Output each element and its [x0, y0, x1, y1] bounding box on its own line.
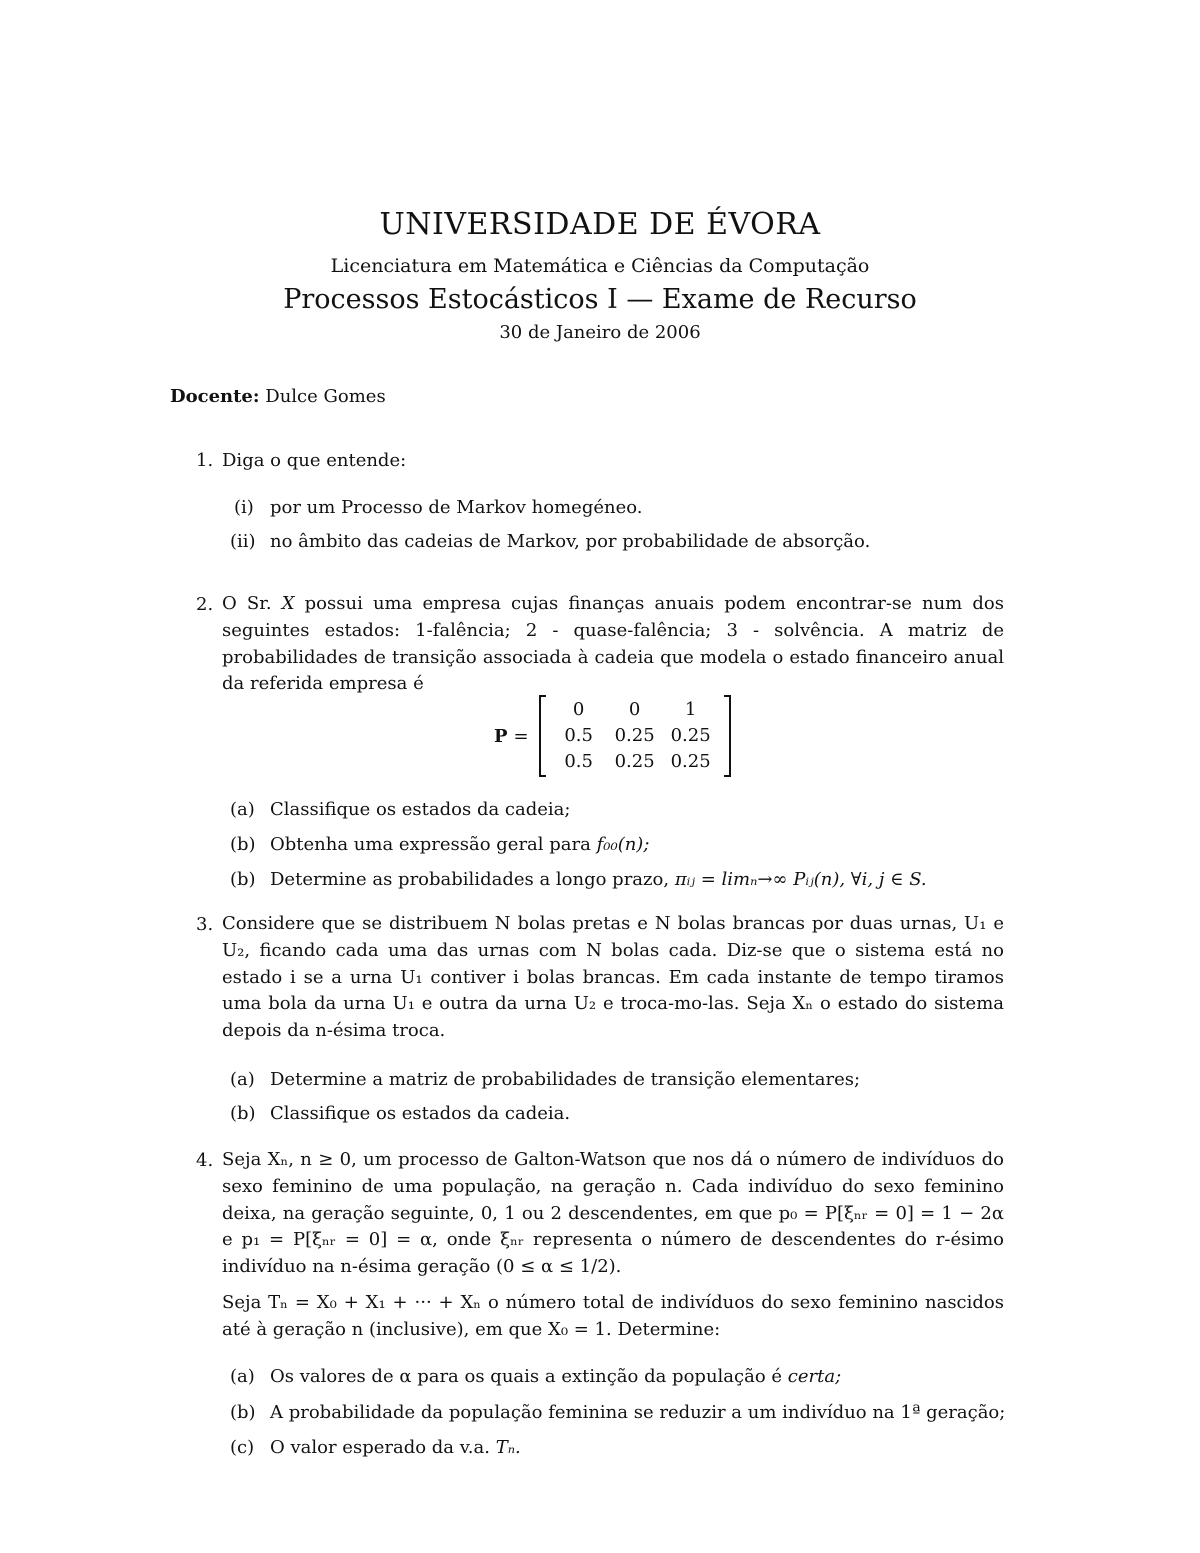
item-text: Classifique os estados da cadeia; — [270, 799, 571, 820]
item-label: (b) — [230, 869, 256, 890]
matrix-cell: 1 — [684, 699, 697, 720]
q2-item-b2 — [230, 866, 927, 893]
item-text: Determine a matriz de probabilidades de transição elementares; — [270, 1069, 861, 1090]
matrix-cell: 0 — [572, 699, 585, 720]
q4-item-b — [230, 1399, 1005, 1426]
university-title: UNIVERSIDADE DE ÉVORA — [379, 207, 821, 242]
docente-line — [170, 383, 386, 410]
item-text: Determine as probabilidades a longo prazo, — [270, 869, 670, 890]
matrix-cell: 0 — [628, 699, 641, 720]
item-emphasis: certa; — [787, 1366, 842, 1387]
q1-text: Diga o que entende: — [222, 450, 407, 471]
item-label: (i) — [234, 497, 254, 518]
q2-text-b: possui uma empresa cujas finanças anuais podem encontrar-se num dos seguintes estados: 1-falência; 2 - quase-falência; 3 - solvência. A matriz de probabilidades de transição associada à cadeia que modela o estado financeiro anual da referida empresa é — [222, 593, 1004, 695]
matrix-cell: 0.25 — [614, 751, 655, 772]
transition-matrix — [494, 694, 731, 778]
item-label: (a) — [230, 1366, 255, 1387]
matrix-label: P — [494, 725, 508, 747]
item-label: (a) — [230, 799, 255, 820]
item-label: (b) — [230, 834, 256, 855]
item-label: (ii) — [230, 531, 256, 552]
exam-date: 30 de Janeiro de 2006 — [499, 322, 701, 343]
q2-text — [222, 591, 1004, 698]
q1-item-ii — [230, 528, 870, 555]
q2-var-x: X — [281, 593, 295, 614]
q3-text: Considere que se distribuem N bolas pretas e N bolas brancas por duas urnas, U₁ e U₂, ficando cada uma das urnas com N bolas cada. Diz-se que o sistema está no estado i se a urna U₁ contiver i bolas brancas. Em cada instante de tempo tiramos uma bola da urna U₁ e outra da urna U₂ e troca-mo-las. Seja Xₙ o estado do sistema depois da n-ésima troca. — [222, 913, 1004, 1042]
matrix-cell: 0.25 — [614, 725, 655, 746]
item-text: O valor esperado da v.a. — [270, 1437, 490, 1458]
docente-name: Dulce Gomes — [265, 386, 386, 407]
item-label: (a) — [230, 1069, 255, 1090]
item-text: A probabilidade da população feminina se reduzir a um indivíduo na 1ª geração; — [270, 1402, 1006, 1423]
item-math: πᵢⱼ = limₙ→∞ Pᵢⱼ(n), ∀i, j ∈ S. — [674, 869, 927, 890]
q2-number: 2. — [196, 594, 214, 615]
q4-number: 4. — [196, 1150, 214, 1171]
q2-item-a — [230, 796, 570, 823]
matrix-equals: = — [513, 725, 529, 747]
q3-item-b — [230, 1100, 570, 1127]
matrix-body — [539, 697, 731, 775]
q4-text2: Seja Tₙ = X₀ + X₁ + ··· + Xₙ o número total de indivíduos do sexo feminino nascidos até à geração n (inclusive), em que X₀ = 1. Determine: — [222, 1292, 1004, 1340]
q4-text: Seja Xₙ, n ≥ 0, um processo de Galton-Watson que nos dá o número de indivíduos do sexo feminino de uma população, na geração n. Cada indivíduo do sexo feminino deixa, na geração seguinte, 0, 1 ou 2 descendentes, em que p₀ = P[ξₙᵣ = 0] = 1 − 2α e p₁ = P[ξₙᵣ = 0] = α, onde ξₙᵣ representa o número de descendentes do r-ésimo indivíduo na n-ésima geração (0 ≤ α ≤ 1/2). — [222, 1149, 1004, 1278]
item-label: (b) — [230, 1402, 256, 1423]
q1-number: 1. — [196, 450, 214, 471]
item-text: no âmbito das cadeias de Markov, por probabilidade de absorção. — [270, 531, 871, 552]
item-text: Os valores de α para os quais a extinção da população é — [270, 1366, 783, 1387]
item-text: Obtenha uma expressão geral para — [270, 834, 591, 855]
item-text: Classifique os estados da cadeia. — [270, 1103, 571, 1124]
item-math: f₀₀(n); — [596, 834, 650, 855]
q4-item-a — [230, 1363, 841, 1390]
item-label: (c) — [230, 1437, 255, 1458]
item-math: Tₙ. — [495, 1437, 521, 1458]
degree-subtitle: Licenciatura em Matemática e Ciências da Computação — [330, 255, 870, 277]
item-text: por um Processo de Markov homegéneo. — [270, 497, 643, 518]
q2-item-b — [230, 831, 649, 858]
item-label: (b) — [230, 1103, 256, 1124]
matrix-cell: 0.25 — [670, 725, 711, 746]
matrix-cell: 0.25 — [670, 751, 711, 772]
q1-item-i — [234, 494, 643, 521]
docente-label: Docente: — [170, 386, 260, 407]
q4-item-c — [230, 1434, 521, 1461]
matrix-cell: 0.5 — [564, 725, 593, 746]
q3-number: 3. — [196, 914, 214, 935]
course-title: Processos Estocásticos I — Exame de Recurso — [283, 284, 917, 315]
q2-text-a: O Sr. — [222, 593, 272, 614]
q3-item-a — [230, 1066, 860, 1093]
matrix-cell: 0.5 — [564, 751, 593, 772]
